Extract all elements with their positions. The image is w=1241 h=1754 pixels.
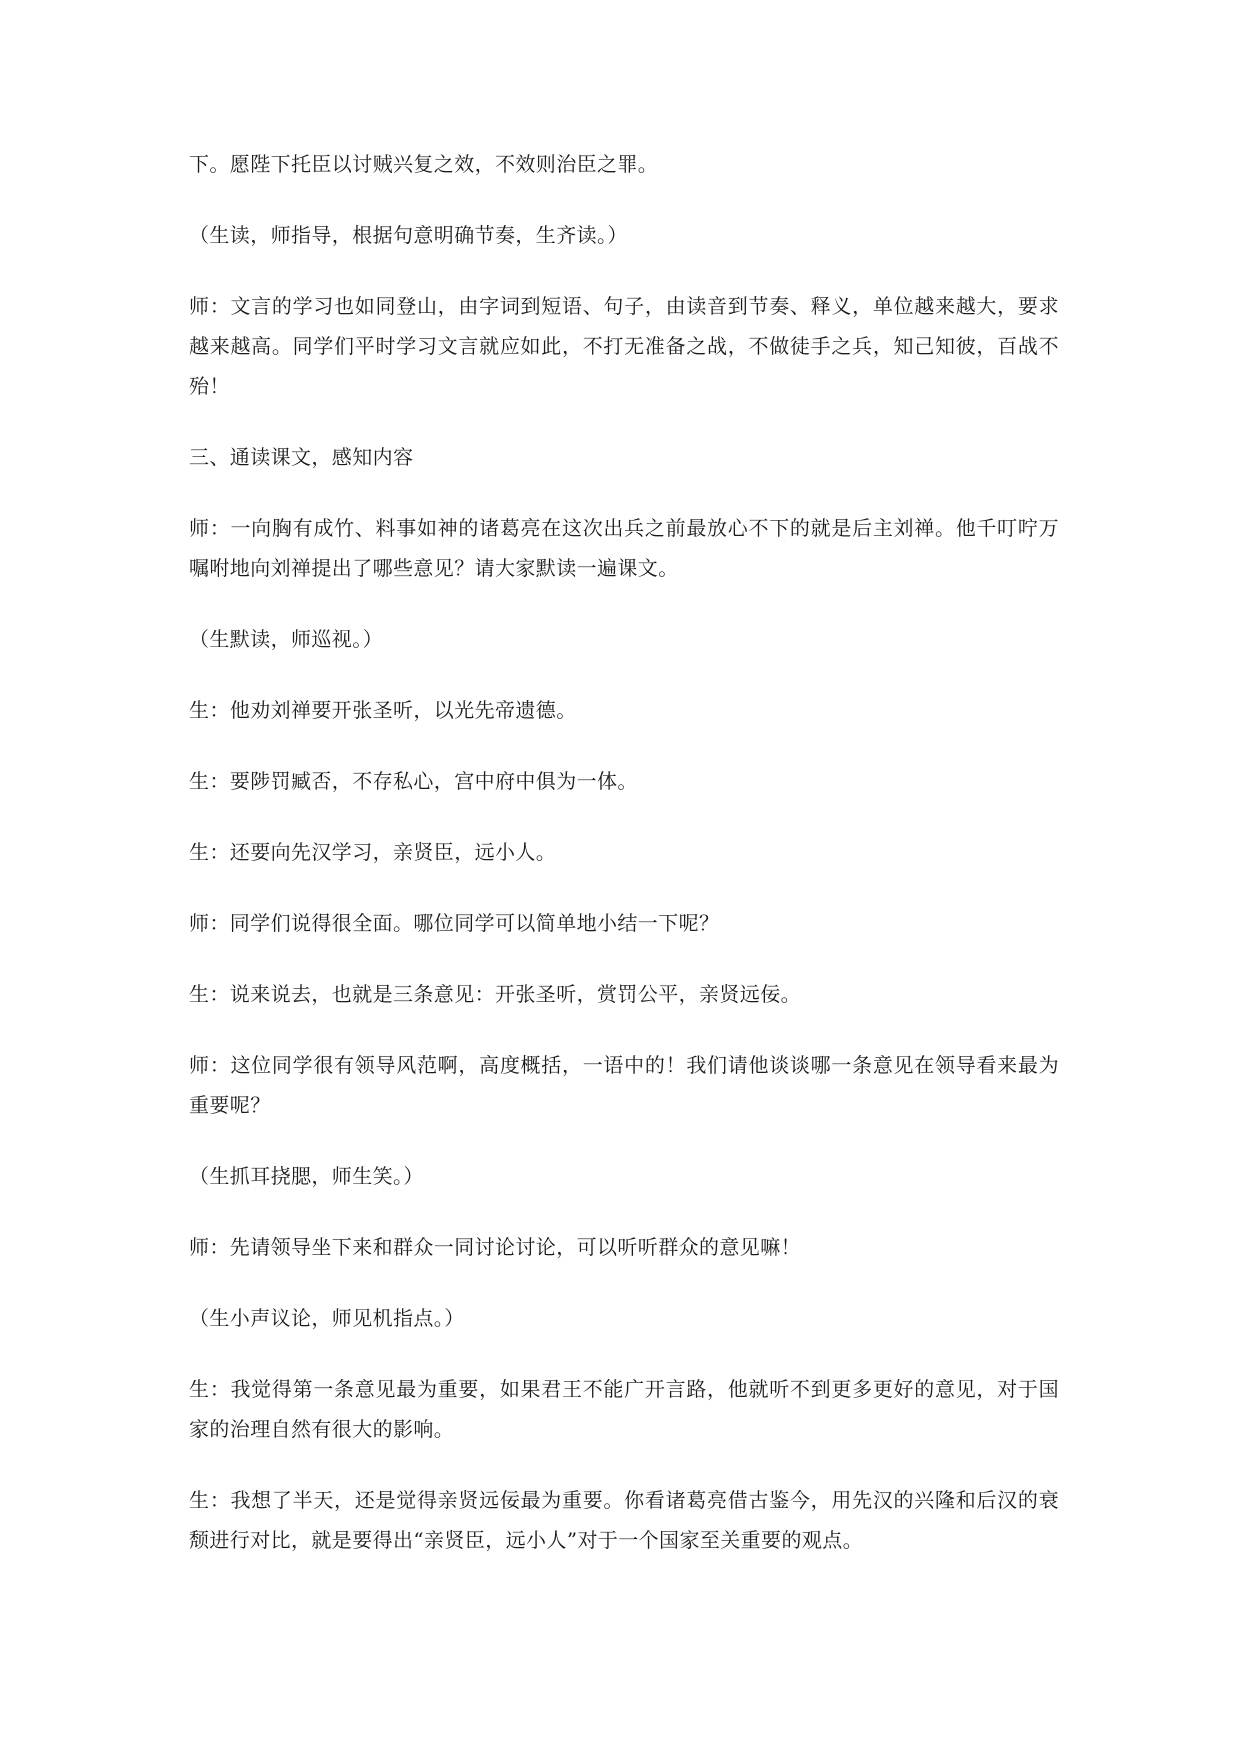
paragraph-15: （生小声议论，师见机指点。） — [189, 1306, 465, 1330]
paragraph-5: 师：一向胸有成竹、料事如神的诸葛亮在这次出兵之前最放心不下的就是后主刘禅。他千叮咛万嘱咐地向刘禅提出了哪些意见？请大家默读一遍课文。 — [189, 516, 1059, 580]
paragraph-9: 生：还要向先汉学习，亲贤臣，远小人。 — [189, 840, 557, 864]
paragraph-13: （生抓耳挠腮，师生笑。） — [189, 1164, 424, 1188]
paragraph-11: 生：说来说去，也就是三条意见：开张圣听，赏罚公平，亲贤远佞。 — [189, 982, 801, 1006]
paragraph-17: 生：我想了半天，还是觉得亲贤远佞最为重要。你看诸葛亮借古鉴今，用先汉的兴隆和后汉的衰颓进行对比，就是要得出“亲贤臣，远小人”对于一个国家至关重要的观点。 — [189, 1488, 1059, 1552]
paragraph-6: （生默读，师巡视。） — [189, 627, 383, 651]
paragraph-8: 生：要陟罚臧否，不存私心，宫中府中俱为一体。 — [189, 769, 638, 793]
paragraph-16: 生：我觉得第一条意见最为重要，如果君王不能广开言路，他就听不到更多更好的意见，对于国家的治理自然有很大的影响。 — [189, 1377, 1059, 1441]
paragraph-3: 师：文言的学习也如同登山，由字词到短语、句子，由读音到节奏、释义，单位越来越大，要求越来越高。同学们平时学习文言就应如此，不打无准备之战，不做徒手之兵，知己知彼，百战不殆！ — [189, 294, 1059, 398]
paragraph-14: 师：先请领导坐下来和群众一同讨论讨论，可以听听群众的意见嘛！ — [189, 1235, 801, 1259]
paragraph-7: 生：他劝刘禅要开张圣听，以光先帝遗德。 — [189, 698, 577, 722]
paragraph-1: 下。愿陛下托臣以讨贼兴复之效，不效则治臣之罪。 — [189, 152, 659, 176]
section-heading: 三、通读课文，感知内容 — [189, 445, 414, 469]
paragraph-10: 师：同学们说得很全面。哪位同学可以简单地小结一下呢？ — [189, 911, 720, 935]
document-body — [189, 144, 1059, 1591]
paragraph-12: 师：这位同学很有领导风范啊，高度概括，一语中的！我们请他谈谈哪一条意见在领导看来最为重要呢？ — [189, 1053, 1059, 1117]
paragraph-2: （生读，师指导，根据句意明确节奏，生齐读。） — [189, 223, 628, 247]
